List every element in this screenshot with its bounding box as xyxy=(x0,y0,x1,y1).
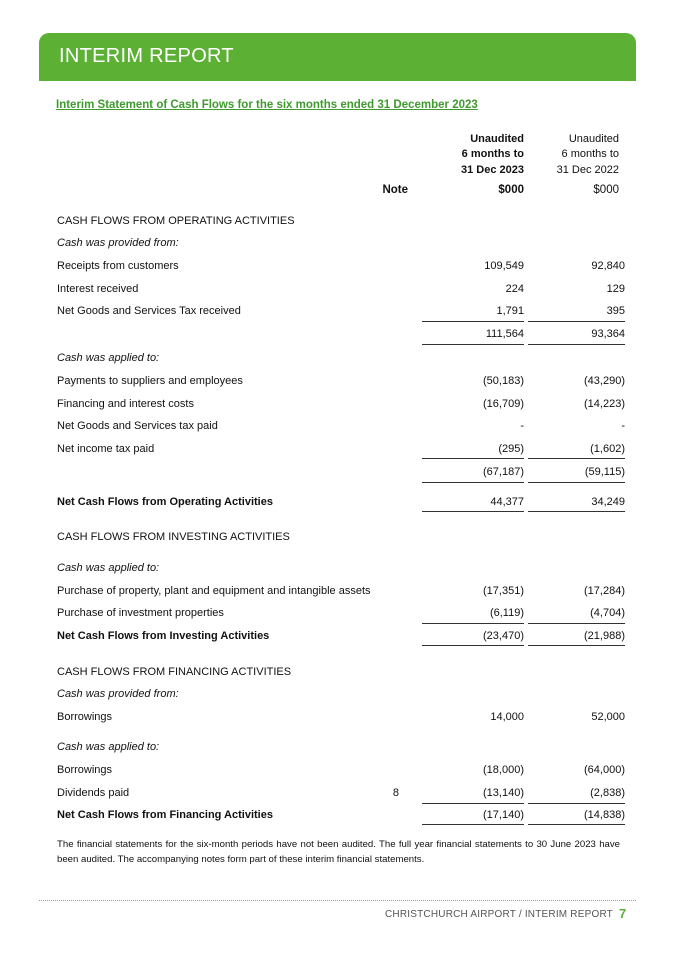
subheading-row xyxy=(57,352,625,368)
row-label: Cash was applied to: xyxy=(57,741,160,753)
total-rule xyxy=(422,511,524,512)
row-label: CASH FLOWS FROM INVESTING ACTIVITIES xyxy=(57,531,290,543)
prior-value: (2,838) xyxy=(590,787,625,799)
table-row xyxy=(57,443,625,459)
subtotal-rule xyxy=(422,458,524,459)
total-rule xyxy=(528,511,625,512)
prior-value: 93,364 xyxy=(591,328,625,340)
section-heading-operating xyxy=(57,215,625,231)
row-label: Borrowings xyxy=(57,711,113,723)
subtotal-rule xyxy=(528,803,625,804)
table-row xyxy=(57,711,625,727)
prior-value: 92,840 xyxy=(591,260,625,272)
current-value: 1,791 xyxy=(496,305,524,317)
note-reference: 8 xyxy=(392,787,399,799)
row-label: Cash was provided from: xyxy=(57,688,179,700)
table-row xyxy=(57,764,625,780)
row-label: Net income tax paid xyxy=(57,443,155,455)
footer-divider xyxy=(39,900,636,901)
prior-value: 395 xyxy=(606,305,625,317)
table-row xyxy=(57,607,625,623)
current-value: 14,000 xyxy=(490,711,524,723)
prior-value: (14,223) xyxy=(584,398,625,410)
row-label: Dividends paid xyxy=(57,787,130,799)
total-rule xyxy=(528,645,625,646)
page-number: 7 xyxy=(619,906,627,921)
statement-title: Interim Statement of Cash Flows for the six months ended 31 December 2023 xyxy=(56,99,478,111)
row-label: Cash was provided from: xyxy=(57,237,179,249)
prior-period-length: 6 months to xyxy=(561,148,619,161)
prior-value: (21,988) xyxy=(584,630,625,642)
subtotal-rule xyxy=(528,458,625,459)
current-value: (18,000) xyxy=(483,764,524,776)
row-label: Net Cash Flows from Investing Activities xyxy=(57,630,270,642)
subheading-row xyxy=(57,688,625,704)
subtotal-rule xyxy=(422,623,524,624)
subtotal-rule xyxy=(422,321,524,322)
current-unit-header: $000 xyxy=(498,184,524,196)
row-label: Net Cash Flows from Financing Activities xyxy=(57,809,273,821)
prior-value: (14,838) xyxy=(584,809,625,821)
table-row xyxy=(57,787,625,803)
prior-period-date: 31 Dec 2022 xyxy=(556,163,619,176)
row-label: CASH FLOWS FROM FINANCING ACTIVITIES xyxy=(57,666,292,678)
subheading-row xyxy=(57,741,625,757)
row-label: Cash was applied to: xyxy=(57,562,160,574)
row-label: Financing and interest costs xyxy=(57,398,194,410)
audit-footnote: The financial statements for the six-month periods have not been audited. The full year financial statements to 30 June 2023 have been audited. The accompanying notes form part of these interim financial statements. xyxy=(57,839,620,865)
current-value: (17,351) xyxy=(483,585,524,597)
row-label: Net Cash Flows from Operating Activities xyxy=(57,496,273,508)
row-label: Purchase of investment properties xyxy=(57,607,224,619)
prior-value: (43,290) xyxy=(584,375,625,387)
current-value: 111,564 xyxy=(485,328,524,340)
subtotal-rule xyxy=(422,344,524,345)
current-value: (67,187) xyxy=(483,466,524,478)
subheading-row xyxy=(57,562,625,578)
current-period-length: 6 months to xyxy=(461,148,524,161)
prior-value: - xyxy=(621,420,625,432)
total-row-investing xyxy=(57,630,625,646)
prior-value: (4,704) xyxy=(590,607,625,619)
total-rule xyxy=(422,824,524,825)
current-value: (16,709) xyxy=(483,398,524,410)
table-row xyxy=(57,260,625,276)
current-value: - xyxy=(520,420,524,432)
subtotal-rule xyxy=(422,482,524,483)
row-label: Interest received xyxy=(57,283,139,295)
current-value: (6,119) xyxy=(489,607,524,619)
table-row xyxy=(57,398,625,414)
prior-period-header xyxy=(525,132,619,178)
prior-value: (59,115) xyxy=(584,466,625,478)
prior-audit-status: Unaudited xyxy=(568,133,619,145)
note-column-header: Note xyxy=(382,184,408,196)
current-value: (50,183) xyxy=(483,375,524,387)
row-label: CASH FLOWS FROM OPERATING ACTIVITIES xyxy=(57,215,295,227)
current-value: (13,140) xyxy=(483,787,524,799)
current-value: (23,470) xyxy=(483,630,524,642)
table-row xyxy=(57,420,625,436)
prior-value: (1,602) xyxy=(590,443,625,455)
prior-value: (17,284) xyxy=(584,585,625,597)
subtotal-rule xyxy=(528,344,625,345)
prior-value: (64,000) xyxy=(584,764,625,776)
subtotal-rule xyxy=(528,623,625,624)
row-label: Payments to suppliers and employees xyxy=(57,375,243,387)
section-heading-investing xyxy=(57,531,625,547)
total-row-operating xyxy=(57,496,625,512)
row-label: Purchase of property, plant and equipment and intangible assets xyxy=(57,585,371,597)
section-heading-financing xyxy=(57,666,625,682)
subtotal-row xyxy=(57,328,625,344)
table-row xyxy=(57,305,625,321)
subtotal-rule xyxy=(528,321,625,322)
current-value: 109,549 xyxy=(484,260,524,272)
total-rule xyxy=(528,824,625,825)
subheading-row xyxy=(57,237,625,253)
prior-value: 34,249 xyxy=(591,496,625,508)
prior-unit-header: $000 xyxy=(593,184,619,196)
current-period-date: 31 Dec 2023 xyxy=(461,163,524,176)
banner-title: INTERIM REPORT xyxy=(59,45,234,67)
current-period-header xyxy=(430,132,524,178)
current-value: (17,140) xyxy=(483,809,524,821)
row-label: Net Goods and Services Tax received xyxy=(57,305,241,317)
row-label: Borrowings xyxy=(57,764,113,776)
row-label: Cash was applied to: xyxy=(57,352,160,364)
current-value: 44,377 xyxy=(490,496,524,508)
table-row xyxy=(57,375,625,391)
current-value: (295) xyxy=(498,443,524,455)
current-value: 224 xyxy=(505,283,524,295)
row-label: Net Goods and Services tax paid xyxy=(57,420,218,432)
total-row-financing xyxy=(57,809,625,825)
prior-value: 52,000 xyxy=(591,711,625,723)
footer-report-name: CHRISTCHURCH AIRPORT / INTERIM REPORT xyxy=(385,909,613,920)
current-audit-status: Unaudited xyxy=(470,133,524,145)
subtotal-row xyxy=(57,466,625,482)
row-label: Receipts from customers xyxy=(57,260,179,272)
report-banner xyxy=(39,33,636,81)
total-rule xyxy=(422,645,524,646)
subtotal-rule xyxy=(528,482,625,483)
prior-value: 129 xyxy=(606,283,625,295)
subtotal-rule xyxy=(422,803,524,804)
table-row xyxy=(57,585,625,601)
table-row xyxy=(57,283,625,299)
